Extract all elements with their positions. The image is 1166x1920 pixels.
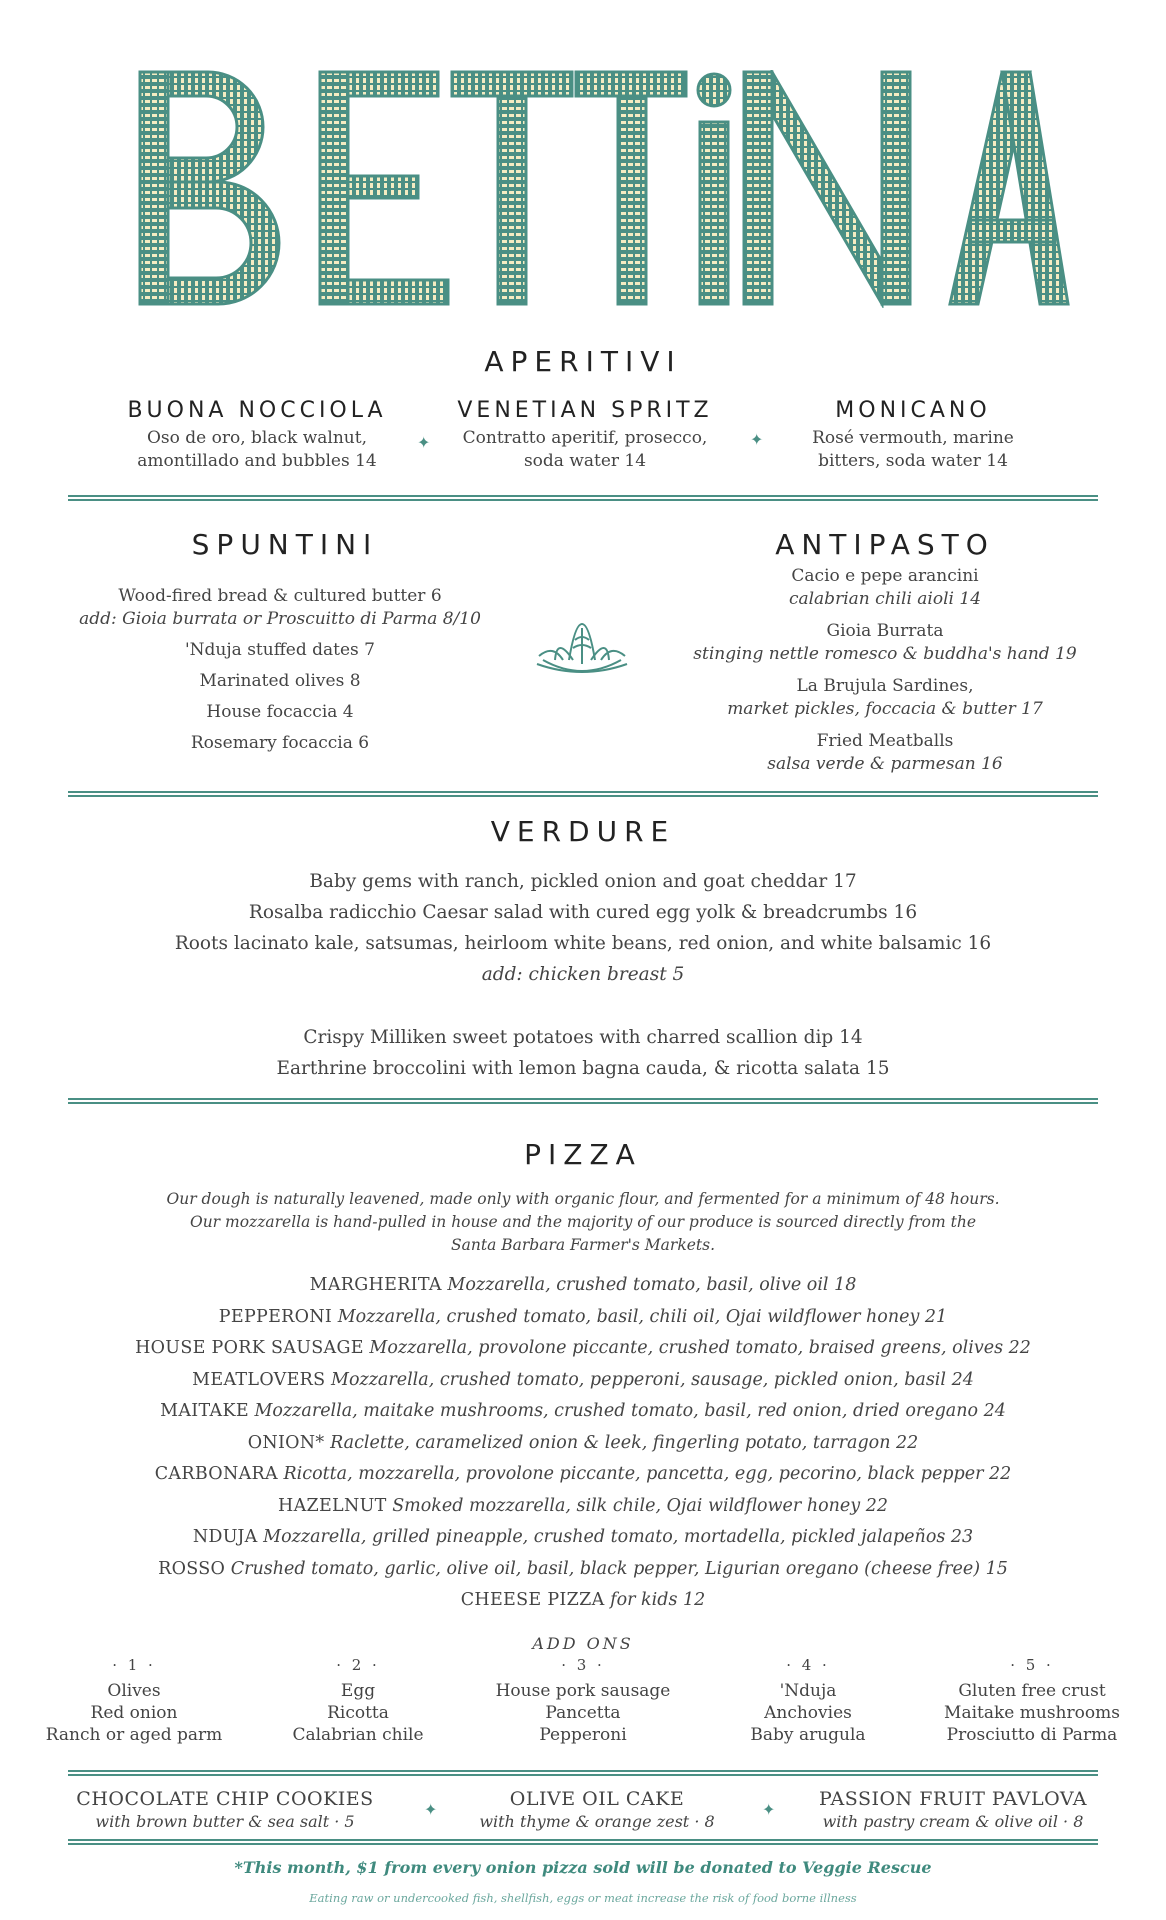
pizza-name: HOUSE PORK SAUSAGE <box>135 1338 364 1358</box>
pizza-name: MAITAKE <box>160 1401 249 1421</box>
bettina-logo <box>130 70 1070 308</box>
list-item: Crispy Milliken sweet potatoes with charred scallion dip 14 <box>303 1027 863 1048</box>
addon-item: 'Nduja <box>779 1681 837 1701</box>
diamond-ornament-icon: ✦ <box>750 430 764 449</box>
pizza-name: ONION* <box>247 1432 325 1453</box>
diamond-ornament-icon: ✦ <box>424 1800 438 1819</box>
pizza-desc: Mozzarella, crushed tomato, pepperoni, sausage, pickled onion, basil 24 <box>331 1369 974 1390</box>
item-text: Wood-fired bread & cultured butter 6 <box>118 586 442 606</box>
addon-number: · 3 · <box>561 1656 605 1674</box>
aperitivo-item <box>112 398 402 473</box>
intro-line: Our dough is naturally leavened, made only with organic flour, and fermented for a minimum of 48 hours. <box>166 1190 1000 1208</box>
dessert-desc: with brown butter & sea salt · 5 <box>95 1812 355 1831</box>
aperitivo-name: BUONA NOCCIOLA <box>127 398 387 423</box>
list-item: Roots lacinato kale, satsumas, heirloom white beans, red onion, and white balsamic 16 <box>174 933 992 954</box>
pizza-title: PIZZA <box>524 1138 642 1171</box>
spuntini-list <box>60 585 500 763</box>
list-item <box>60 585 500 631</box>
addon-group <box>483 1656 683 1746</box>
section-divider <box>68 495 1098 501</box>
pizza-item <box>0 1585 1166 1617</box>
pizza-name: MEATLOVERS <box>192 1369 326 1390</box>
donation-note: *This month, $1 from every onion pizza sold will be donated to Veggie Rescue <box>234 1858 932 1877</box>
aperitivo-desc: amontillado and bubbles 14 <box>137 451 377 471</box>
diamond-ornament-icon: ✦ <box>417 433 431 452</box>
spuntini-title: SPUNTINI <box>191 528 379 561</box>
addon-item: Pepperoni <box>539 1725 627 1745</box>
pizza-item <box>0 1302 1166 1334</box>
item-text: Gioia Burrata <box>826 621 944 641</box>
dessert-desc: with pastry cream & olive oil · 8 <box>822 1812 1084 1831</box>
pizza-item <box>0 1333 1166 1365</box>
aperitivo-name: VENETIAN SPRITZ <box>457 398 713 423</box>
addon-item: Olives <box>107 1681 161 1701</box>
addon-item: Anchovies <box>764 1703 852 1723</box>
item-sub: market pickles, foccacia & butter 17 <box>727 699 1043 719</box>
dessert-name: PASSION FRUIT PAVLOVA <box>819 1788 1087 1810</box>
pizza-name: MARGHERITA <box>309 1275 442 1295</box>
section-divider <box>68 1098 1098 1104</box>
pizza-name: HAZELNUT <box>278 1495 387 1516</box>
pizza-name: CHEESE PIZZA <box>460 1590 605 1610</box>
pizza-item <box>0 1270 1166 1302</box>
pizza-item <box>0 1459 1166 1491</box>
list-item <box>660 675 1110 721</box>
aperitivo-desc: Rosé vermouth, marine <box>812 428 1014 448</box>
verdure-title: VERDURE <box>490 815 676 848</box>
addon-item: Pancetta <box>545 1703 621 1723</box>
intro-line: Santa Barbara Farmer's Markets. <box>451 1236 715 1254</box>
pizza-item <box>0 1428 1166 1460</box>
item-sub: stinging nettle romesco & buddha's hand 19 <box>693 644 1077 664</box>
pizza-desc: Ricotta, mozzarella, provolone piccante, pancetta, egg, pecorino, black pepper 22 <box>283 1464 1012 1484</box>
list-item <box>660 730 1110 776</box>
pizza-item <box>0 1491 1166 1523</box>
pizza-desc: Mozzarella, crushed tomato, basil, olive oil 18 <box>447 1275 857 1295</box>
addon-item: Egg <box>340 1681 376 1701</box>
aperitivo-name: MONICANO <box>835 398 991 423</box>
addon-number: · 2 · <box>336 1656 380 1674</box>
addon-item: Red onion <box>90 1703 178 1723</box>
dessert-item <box>432 1787 762 1833</box>
diamond-ornament-icon: ✦ <box>762 1800 776 1819</box>
list-item: Rosemary focaccia 6 <box>190 733 370 753</box>
item-text: Fried Meatballs <box>816 731 954 751</box>
pizza-intro <box>120 1188 1046 1257</box>
dessert-item <box>788 1787 1118 1833</box>
aperitivi-title: APERITIVI <box>484 345 682 378</box>
list-item: Earthrine broccolini with lemon bagna cauda, & ricotta salata 15 <box>276 1058 890 1079</box>
addon-item: Maitake mushrooms <box>944 1703 1120 1723</box>
aperitivo-desc: soda water 14 <box>523 451 647 471</box>
addon-item: Prosciutto di Parma <box>946 1725 1118 1745</box>
addons-title: ADD ONS <box>532 1634 634 1653</box>
aperitivo-desc: bitters, soda water 14 <box>818 451 1008 471</box>
addon-number: · 1 · <box>112 1656 156 1674</box>
section-divider <box>68 1839 1098 1845</box>
addon-group <box>708 1656 908 1746</box>
list-item: Marinated olives 8 <box>199 671 361 691</box>
dessert-item <box>60 1787 390 1833</box>
addon-number: · 4 · <box>786 1656 830 1674</box>
pizza-item <box>0 1365 1166 1397</box>
aperitivo-item <box>440 398 730 473</box>
pizza-item <box>0 1396 1166 1428</box>
pizza-desc: Mozzarella, crushed tomato, basil, chili oil, Ojai wildflower honey 21 <box>337 1306 948 1327</box>
health-warning: Eating raw or undercooked fish, shellfish, eggs or meat increase the risk of food borne illness <box>309 1891 857 1905</box>
pizza-desc: Mozzarella, grilled pineapple, crushed tomato, mortadella, pickled jalapeños 23 <box>263 1527 974 1547</box>
item-sub: calabrian chili aioli 14 <box>788 589 982 609</box>
pizza-name: CARBONARA <box>154 1464 278 1484</box>
pizza-name: NDUJA <box>192 1527 258 1547</box>
pizza-name: PEPPERONI <box>218 1306 333 1327</box>
antipasto-title: ANTIPASTO <box>775 528 995 561</box>
pizza-desc: for kids 12 <box>610 1590 706 1610</box>
list-item: House focaccia 4 <box>206 702 354 722</box>
pizza-item <box>0 1522 1166 1554</box>
pizza-desc: Mozzarella, provolone piccante, crushed tomato, braised greens, olives 22 <box>369 1338 1031 1358</box>
dessert-desc: with thyme & orange zest · 8 <box>479 1812 715 1831</box>
pizza-desc: Crushed tomato, garlic, olive oil, basil, black pepper, Ligurian oregano (cheese free) 15 <box>230 1558 1008 1579</box>
aperitivo-desc: Contratto aperitif, prosecco, <box>462 428 708 448</box>
list-item: Rosalba radicchio Caesar salad with cured egg yolk & breadcrumbs 16 <box>248 902 918 923</box>
list-item <box>660 565 1110 611</box>
item-text: La Brujula Sardines, <box>796 676 974 696</box>
dessert-name: OLIVE OIL CAKE <box>509 1788 685 1810</box>
item-addon: add: chicken breast 5 <box>481 964 685 985</box>
addon-item: Calabrian chile <box>292 1725 424 1745</box>
pizza-desc: Raclette, caramelized onion & leek, fingerling potato, tarragon 22 <box>330 1432 919 1453</box>
item-sub: salsa verde & parmesan 16 <box>767 754 1003 774</box>
addon-item: Baby arugula <box>750 1725 866 1745</box>
addon-item: House pork sausage <box>495 1681 671 1701</box>
intro-line: Our mozzarella is hand-pulled in house and the majority of our produce is sourced directly from the <box>189 1213 976 1231</box>
section-divider <box>68 791 1098 797</box>
antipasto-list <box>660 565 1110 785</box>
verdure-list <box>0 866 1166 1084</box>
pizza-item <box>0 1554 1166 1586</box>
pizza-desc: Smoked mozzarella, silk chile, Ojai wildflower honey 22 <box>392 1495 888 1516</box>
addon-group <box>932 1656 1132 1746</box>
addon-item: Ricotta <box>327 1703 389 1723</box>
lotus-flower-icon <box>533 620 631 676</box>
pizza-list <box>0 1270 1166 1617</box>
pizza-desc: Mozzarella, maitake mushrooms, crushed tomato, basil, red onion, dried oregano 24 <box>254 1401 1006 1421</box>
list-item: 'Nduja stuffed dates 7 <box>185 640 375 660</box>
list-item <box>660 620 1110 666</box>
list-item: Baby gems with ranch, pickled onion and goat cheddar 17 <box>309 871 857 892</box>
pizza-name: ROSSO <box>158 1558 226 1579</box>
addon-item: Gluten free crust <box>958 1681 1106 1701</box>
item-text: Cacio e pepe arancini <box>791 566 979 586</box>
dessert-name: CHOCOLATE CHIP COOKIES <box>76 1788 374 1810</box>
aperitivo-item <box>768 398 1058 473</box>
aperitivo-desc: Oso de oro, black walnut, <box>147 428 367 448</box>
addon-group <box>34 1656 234 1746</box>
section-divider <box>68 1770 1098 1776</box>
addon-group <box>258 1656 458 1746</box>
addon-item: Ranch or aged parm <box>45 1725 223 1745</box>
item-addon: add: Gioia burrata or Proscuitto di Parma 8/10 <box>79 609 481 629</box>
addon-number: · 5 · <box>1010 1656 1054 1674</box>
